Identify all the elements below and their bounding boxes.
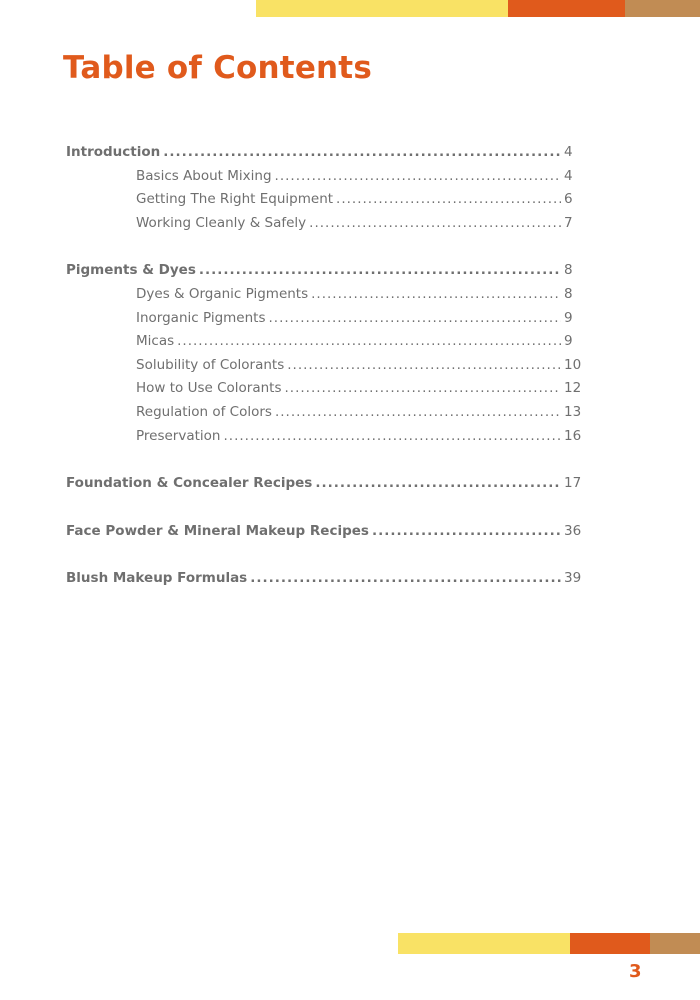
toc-chapter-entry[interactable] [66,520,580,544]
entry-title: Micas [136,333,175,350]
entry-page-number: 9 [564,309,573,326]
table-of-contents [66,141,580,615]
toc-section [66,259,580,448]
orange-segment [570,933,650,954]
entry-page-number: 4 [564,144,573,160]
entry-page-number: 4 [564,167,573,184]
toc-subsection-entry[interactable] [66,283,580,307]
toc-chapter-entry[interactable] [66,567,580,591]
toc-subsection-entry[interactable] [66,212,580,236]
entry-title: Getting The Right Equipment [136,191,334,208]
toc-subsection-entry[interactable] [66,330,580,354]
dot-leader [372,520,561,544]
toc-subsection-entry[interactable] [66,307,580,331]
entry-title: Regulation of Colors [136,403,272,420]
entry-page-number: 17 [564,475,582,492]
page-title: Table of Contents [63,50,372,86]
entry-page-number: 12 [564,380,582,397]
dot-leader [336,188,561,212]
toc-subsection-entry[interactable] [66,401,580,425]
toc-chapter-entry[interactable] [66,259,580,283]
toc-chapter-entry[interactable] [66,472,580,496]
toc-section [66,472,580,496]
entry-title: Preservation [136,427,221,444]
toc-subsection-entry[interactable] [66,188,580,212]
entry-title: Foundation & Concealer Recipes [66,475,313,492]
entry-page-number: 9 [564,333,573,350]
entry-page-number: 6 [564,191,573,208]
dot-leader [309,212,561,236]
dot-leader [268,307,561,331]
dot-leader [223,425,561,449]
dot-leader [287,354,561,378]
dot-leader [275,165,561,189]
dot-leader [199,259,561,283]
entry-page-number: 13 [564,403,582,420]
dot-leader [285,377,561,401]
dot-leader [163,141,561,165]
top-color-bar [256,0,700,17]
entry-page-number: 8 [564,262,573,279]
entry-title: Inorganic Pigments [136,309,266,326]
toc-section [66,141,580,235]
orange-segment [508,0,625,17]
entry-page-number: 36 [564,522,582,539]
tan-segment [650,933,700,954]
entry-title: Introduction [66,144,161,160]
entry-page-number: 16 [564,427,582,444]
toc-subsection-entry[interactable] [66,165,580,189]
entry-page-number: 39 [564,570,582,587]
entry-title: Face Powder & Mineral Makeup Recipes [66,522,369,539]
entry-page-number: 10 [564,356,582,373]
dot-leader [177,330,561,354]
yellow-segment [256,0,508,17]
tan-segment [625,0,700,17]
entry-title: Basics About Mixing [136,167,272,184]
entry-title: Working Cleanly & Safely [136,214,307,231]
entry-title: How to Use Colorants [136,380,282,397]
toc-subsection-entry[interactable] [66,425,580,449]
entry-title: Blush Makeup Formulas [66,570,248,587]
entry-title: Dyes & Organic Pigments [136,285,309,302]
dot-leader [315,472,561,496]
toc-subsection-entry[interactable] [66,377,580,401]
dot-leader [250,567,561,591]
entry-title: Pigments & Dyes [66,262,196,279]
toc-section [66,567,580,591]
yellow-segment [398,933,570,954]
bottom-color-bar [398,933,700,954]
dot-leader [311,283,561,307]
page-number: 3 [629,961,642,982]
entry-title: Solubility of Colorants [136,356,285,373]
toc-subsection-entry[interactable] [66,354,580,378]
toc-chapter-entry[interactable] [66,141,580,165]
dot-leader [275,401,561,425]
entry-page-number: 8 [564,285,573,302]
toc-section [66,520,580,544]
entry-page-number: 7 [564,214,573,231]
